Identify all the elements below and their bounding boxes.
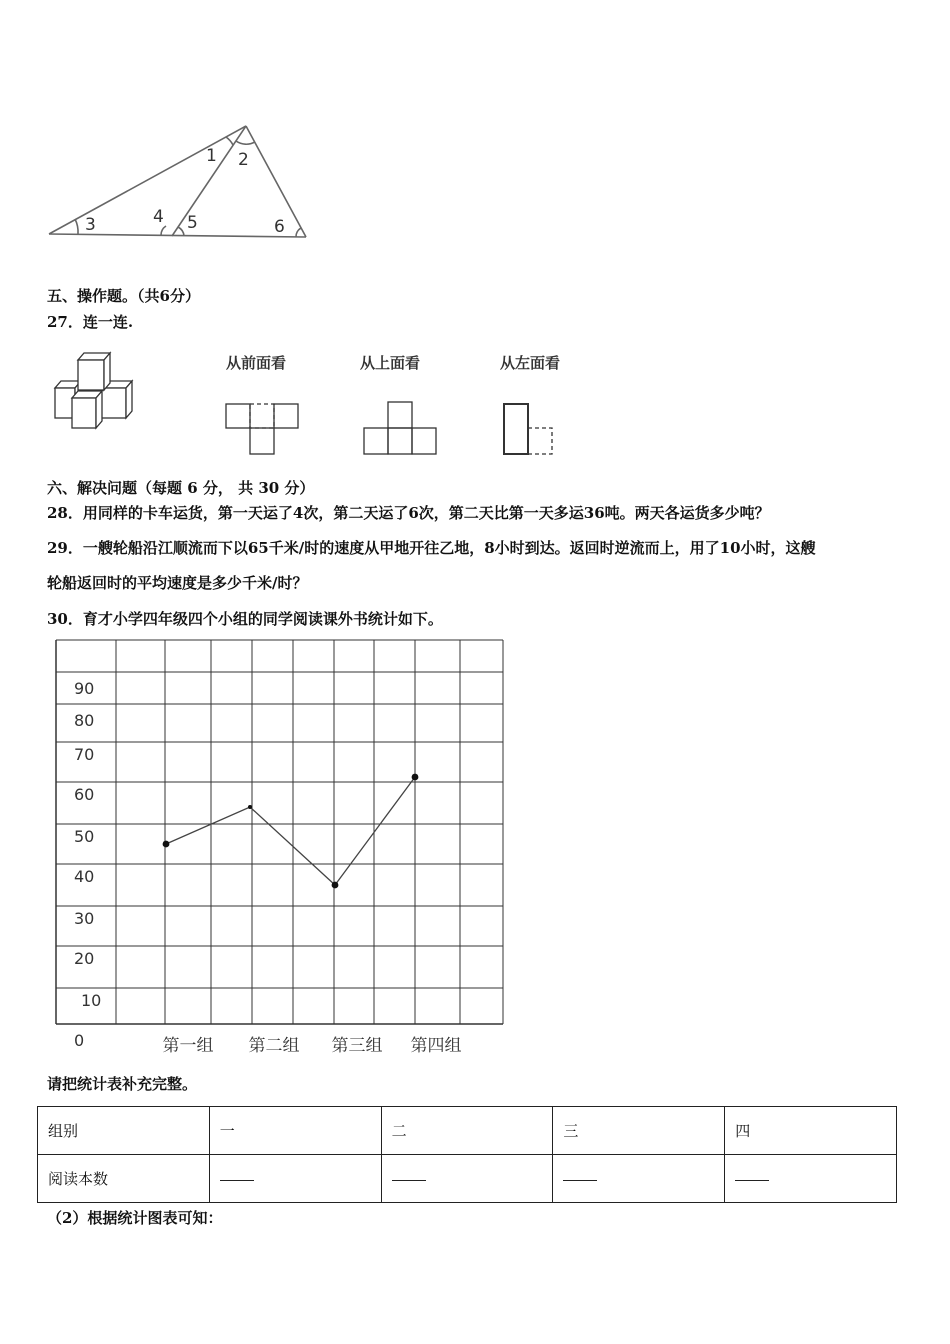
- answer-blank[interactable]: [392, 1179, 426, 1181]
- chart-y-tick-label: 70: [74, 745, 95, 764]
- top-view-shape: [360, 400, 442, 458]
- view-label-front: 从前面看: [226, 354, 287, 372]
- chart-x-tick-label: 第四组: [410, 1036, 462, 1056]
- chart-y-tick-label: 0: [74, 1031, 85, 1050]
- section-five-heading: 五、操作题。（共6分）: [47, 287, 200, 305]
- chart-x-tick-label: 第二组: [248, 1036, 300, 1056]
- chart-data-point: [248, 805, 252, 809]
- table-cell-group-3: 三: [553, 1107, 725, 1155]
- table-cell-blank-2[interactable]: [381, 1155, 553, 1203]
- chart-x-tick-label: 第一组: [162, 1036, 214, 1056]
- angle-arc-3: [75, 219, 78, 234]
- table-cell-group-label: 组别: [38, 1107, 210, 1155]
- question-28: 28．用同样的卡车运货，第一天运了4次，第二天运了6次，第二天比第一天多运36吨。两天各运货多少吨？: [47, 504, 770, 522]
- question-30: 30．育才小学四年级四个小组的同学阅读课外书统计如下。: [47, 610, 443, 628]
- cube-stack-figure: [50, 350, 146, 430]
- view-label-left: 从左面看: [500, 354, 561, 372]
- table-cell-blank-3[interactable]: [553, 1155, 725, 1203]
- angle-label-5: 5: [187, 213, 198, 233]
- front-view-shape: [224, 400, 304, 458]
- triangle-cevian: [172, 126, 246, 236]
- table-instruction: 请把统计表补充完整。: [47, 1075, 198, 1093]
- angle-arc-1: [226, 137, 233, 145]
- chart-data-point: [412, 774, 419, 781]
- table-header-row: [38, 1107, 897, 1155]
- chart-y-tick-label: 80: [74, 711, 95, 730]
- question-30-part-2: （2）根据统计图表可知：: [47, 1209, 223, 1227]
- chart-y-tick-label: 20: [74, 949, 95, 968]
- angle-arc-4: [161, 226, 166, 235]
- statistics-table: [37, 1106, 897, 1203]
- angle-arc-5: [178, 227, 184, 236]
- reading-line-chart: [0, 630, 520, 1062]
- question-27: 27．连一连.: [47, 313, 134, 331]
- chart-y-tick-label: 60: [74, 785, 95, 804]
- angle-arc-6: [296, 228, 301, 237]
- angle-arc-2: [236, 141, 255, 144]
- chart-series-line: [166, 777, 415, 885]
- chart-y-tick-label: 10: [81, 991, 102, 1010]
- chart-data-point: [163, 841, 170, 848]
- table-value-row: [38, 1155, 897, 1203]
- chart-y-tick-label: 50: [74, 827, 95, 846]
- angle-label-2: 2: [238, 150, 249, 170]
- table-cell-group-2: 二: [381, 1107, 553, 1155]
- table-cell-group-4: 四: [725, 1107, 897, 1155]
- table-cell-blank-4[interactable]: [725, 1155, 897, 1203]
- table-cell-count-label: 阅读本数: [38, 1155, 210, 1203]
- question-29-line-1: 29．一艘轮船沿江顺流而下以65千米/时的速度从甲地开往乙地，8小时到达。返回时逆流而上，用了10小时，这艘: [47, 539, 816, 557]
- table-cell-group-1: 一: [209, 1107, 381, 1155]
- angle-label-1: 1: [206, 146, 217, 166]
- triangle-side-left: [49, 126, 246, 234]
- chart-y-tick-label: 30: [74, 909, 95, 928]
- left-view-shape: [500, 400, 558, 458]
- angle-label-6: 6: [274, 217, 285, 237]
- angle-label-4: 4: [153, 207, 164, 227]
- angle-label-3: 3: [85, 215, 96, 235]
- section-six-heading: 六、解决问题（每题 6 分， 共 30 分）: [47, 479, 315, 497]
- chart-y-tick-label: 90: [74, 679, 95, 698]
- chart-x-tick-label: 第三组: [331, 1036, 383, 1056]
- chart-y-tick-label: 40: [74, 867, 95, 886]
- view-label-top: 从上面看: [360, 354, 421, 372]
- chart-data-point: [332, 882, 339, 889]
- triangle-figure: [40, 118, 320, 248]
- table-cell-blank-1[interactable]: [209, 1155, 381, 1203]
- answer-blank[interactable]: [220, 1179, 254, 1181]
- answer-blank[interactable]: [563, 1179, 597, 1181]
- question-29-line-2: 轮船返回时的平均速度是多少千米/时？: [47, 574, 308, 592]
- answer-blank[interactable]: [735, 1179, 769, 1181]
